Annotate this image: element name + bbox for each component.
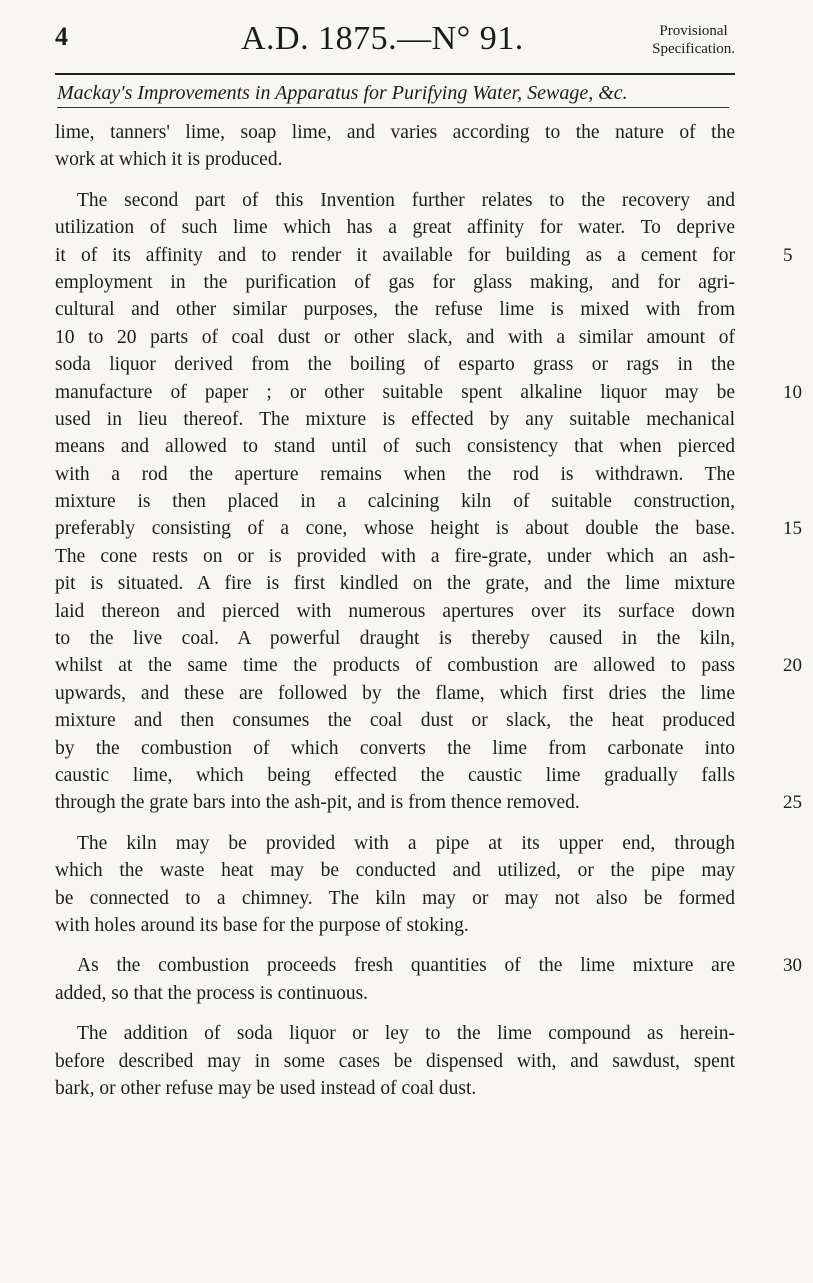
- text-line: to the live coal. A powerful draught is thereby caused in the kiln,: [55, 628, 735, 650]
- text-line: The kiln may be provided with a pipe at its upper end, through: [77, 832, 735, 854]
- text-line: pit is situated. A fire is first kindled on the grate, and the lime mixture: [55, 573, 735, 595]
- page-number: 4: [55, 22, 68, 51]
- text-line: soda liquor derived from the boiling of esparto grass or rags in the: [55, 354, 735, 376]
- text-line: laid thereon and pierced with numerous apertures over its surface down: [55, 600, 735, 622]
- text-line-content: preferably consisting of a cone, whose height is about double the base.: [55, 518, 735, 540]
- text-line: [55, 789, 802, 816]
- text-line: with holes around its base for the purpose of stoking.: [55, 914, 469, 936]
- body-text: [55, 119, 802, 1102]
- running-title-underline: [57, 107, 729, 108]
- header-rule: [55, 73, 735, 75]
- text-line: which the waste heat may be conducted and utilized, or the pipe may: [55, 860, 735, 882]
- line-number-20: 20: [783, 655, 802, 677]
- text-line: [55, 242, 793, 269]
- text-line: work at which it is produced.: [55, 149, 283, 171]
- text-line: caustic lime, which being effected the caustic lime gradually falls: [55, 764, 735, 786]
- line-number-25: 25: [783, 792, 802, 814]
- text-line: [55, 652, 802, 679]
- text-line: The second part of this Invention further relates to the recovery and: [77, 189, 735, 211]
- line-number-5: 5: [783, 244, 793, 266]
- text-line: The cone rests on or is provided with a fire-grate, under which an ash-: [55, 545, 735, 567]
- text-line: cultural and other similar purposes, the refuse lime is mixed with from: [55, 299, 735, 321]
- text-line-content: it of its affinity and to render it available for building as a cement for: [55, 244, 735, 266]
- text-line: before described may in some cases be dispensed with, and sawdust, spent: [55, 1050, 735, 1072]
- line-number-15: 15: [783, 518, 802, 540]
- text-line: added, so that the process is continuous.: [55, 982, 369, 1004]
- text-line: with a rod the aperture remains when the rod is withdrawn. The: [55, 463, 735, 485]
- text-line: means and allowed to stand until of such consistency that when pierced: [55, 436, 735, 458]
- text-line-content: As the combustion proceeds fresh quantities of the lime mixture are: [77, 955, 735, 977]
- text-line: upwards, and these are followed by the flame, which first dries the lime: [55, 682, 735, 704]
- provisional-label-line1: Provisional: [659, 23, 728, 39]
- text-line: mixture is then placed in a calcining kiln of suitable construction,: [55, 491, 735, 513]
- text-line: [55, 379, 802, 406]
- page-header: [55, 20, 735, 70]
- text-line: bark, or other refuse may be used instead of coal dust.: [55, 1077, 477, 1099]
- text-line: employment in the purification of gas for glass making, and for agri-: [55, 271, 735, 293]
- text-line: The addition of soda liquor or ley to the lime compound as herein-: [77, 1023, 735, 1045]
- text-line: mixture and then consumes the coal dust or slack, the heat produced: [55, 710, 735, 732]
- text-line: 10 to 20 parts of coal dust or other slack, and with a similar amount of: [55, 326, 735, 348]
- document-title: A.D. 1875.—N° 91.: [241, 20, 524, 57]
- line-number-30: 30: [783, 955, 802, 977]
- text-line: utilization of such lime which has a great affinity for water. To deprive: [55, 217, 735, 239]
- text-line: used in lieu thereof. The mixture is effected by any suitable mechanical: [55, 408, 735, 430]
- text-line: [55, 952, 802, 979]
- provisional-label-line2: Specification.: [652, 41, 735, 57]
- text-line: [55, 515, 802, 542]
- line-number-10: 10: [783, 381, 802, 403]
- provisional-specification-label: [652, 22, 735, 58]
- text-line-content: manufacture of paper ; or other suitable spent alkaline liquor may be: [55, 381, 735, 403]
- text-line-content: whilst at the same time the products of combustion are allowed to pass: [55, 655, 735, 677]
- text-line-content: through the grate bars into the ash-pit, and is from thence removed.: [55, 792, 580, 814]
- running-title: Mackay's Improvements in Apparatus for Purifying Water, Sewage, &c.: [57, 82, 628, 104]
- text-line: by the combustion of which converts the lime from carbonate into: [55, 737, 735, 759]
- text-line: be connected to a chimney. The kiln may or may not also be formed: [55, 887, 735, 909]
- text-line: lime, tanners' lime, soap lime, and varies according to the nature of the: [55, 122, 735, 143]
